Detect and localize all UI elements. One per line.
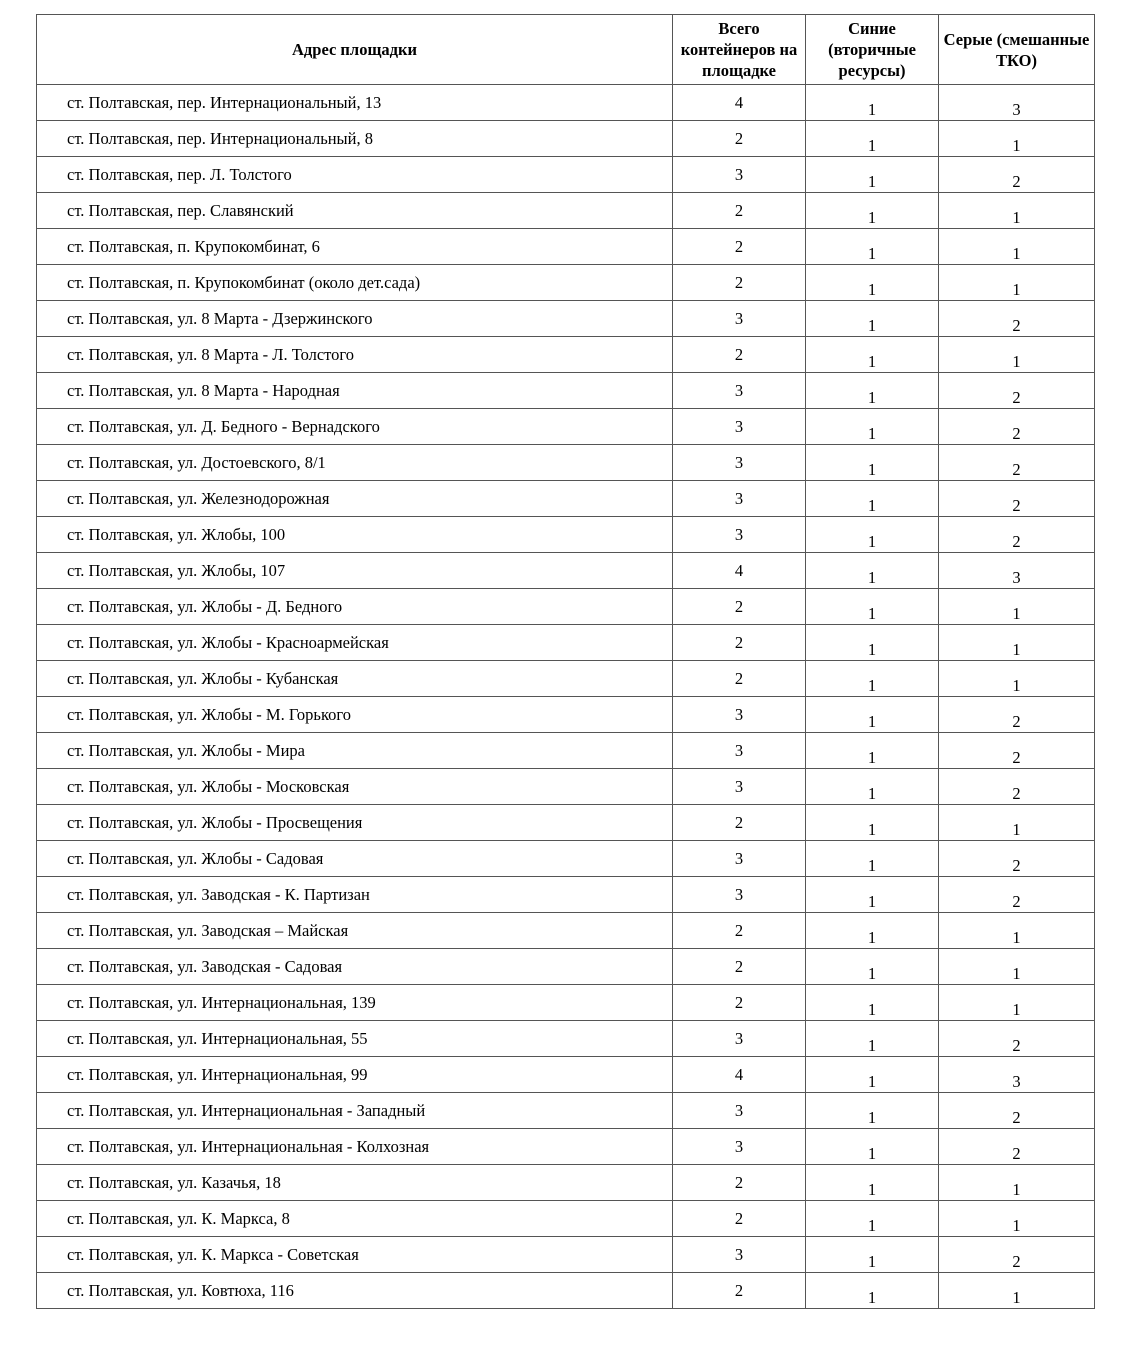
cell-grey: 2	[939, 697, 1095, 733]
cell-grey: 2	[939, 445, 1095, 481]
cell-blue: 1	[806, 229, 939, 265]
cell-blue: 1	[806, 121, 939, 157]
cell-blue: 1	[806, 913, 939, 949]
cell-address: ст. Полтавская, ул. Д. Бедного - Вернадского	[37, 409, 673, 445]
table-row	[37, 841, 1095, 877]
cell-blue: 1	[806, 301, 939, 337]
cell-total: 4	[673, 85, 806, 121]
table-row	[37, 229, 1095, 265]
cell-blue: 1	[806, 337, 939, 373]
cell-total: 2	[673, 913, 806, 949]
cell-address: ст. Полтавская, ул. 8 Марта - Народная	[37, 373, 673, 409]
cell-address: ст. Полтавская, ул. Жлобы - Просвещения	[37, 805, 673, 841]
cell-blue: 1	[806, 1165, 939, 1201]
cell-address: ст. Полтавская, ул. Железнодорожная	[37, 481, 673, 517]
table-row	[37, 1057, 1095, 1093]
cell-blue: 1	[806, 1057, 939, 1093]
cell-grey: 1	[939, 985, 1095, 1021]
cell-total: 2	[673, 193, 806, 229]
container-sites-table	[36, 14, 1095, 1309]
cell-total: 3	[673, 877, 806, 913]
cell-total: 3	[673, 301, 806, 337]
table-row	[37, 85, 1095, 121]
cell-grey: 1	[939, 661, 1095, 697]
cell-grey: 2	[939, 517, 1095, 553]
cell-blue: 1	[806, 1273, 939, 1309]
cell-grey: 1	[939, 625, 1095, 661]
cell-blue: 1	[806, 841, 939, 877]
cell-grey: 1	[939, 193, 1095, 229]
table-row	[37, 1273, 1095, 1309]
header-total: Всего контейнеров на площадке	[673, 15, 806, 85]
cell-blue: 1	[806, 589, 939, 625]
cell-address: ст. Полтавская, ул. Жлобы - Московская	[37, 769, 673, 805]
cell-blue: 1	[806, 733, 939, 769]
cell-total: 2	[673, 1165, 806, 1201]
table-header-row	[37, 15, 1095, 85]
cell-total: 2	[673, 661, 806, 697]
cell-total: 2	[673, 337, 806, 373]
cell-grey: 3	[939, 85, 1095, 121]
cell-total: 3	[673, 481, 806, 517]
cell-total: 3	[673, 697, 806, 733]
table-row	[37, 805, 1095, 841]
cell-blue: 1	[806, 1129, 939, 1165]
table-row	[37, 877, 1095, 913]
cell-blue: 1	[806, 1021, 939, 1057]
table-row	[37, 265, 1095, 301]
cell-address: ст. Полтавская, ул. Жлобы - Садовая	[37, 841, 673, 877]
cell-blue: 1	[806, 265, 939, 301]
cell-total: 2	[673, 589, 806, 625]
cell-address: ст. Полтавская, ул. Жлобы - Красноармейская	[37, 625, 673, 661]
cell-grey: 2	[939, 877, 1095, 913]
cell-total: 2	[673, 1273, 806, 1309]
table-row	[37, 913, 1095, 949]
cell-total: 2	[673, 121, 806, 157]
cell-grey: 1	[939, 265, 1095, 301]
cell-total: 2	[673, 1201, 806, 1237]
cell-total: 2	[673, 229, 806, 265]
cell-address: ст. Полтавская, пер. Интернациональный, 8	[37, 121, 673, 157]
table-row	[37, 625, 1095, 661]
cell-grey: 1	[939, 1273, 1095, 1309]
cell-grey: 2	[939, 733, 1095, 769]
cell-address: ст. Полтавская, ул. Интернациональная, 139	[37, 985, 673, 1021]
cell-grey: 1	[939, 1201, 1095, 1237]
header-address: Адрес площадки	[37, 15, 673, 85]
cell-address: ст. Полтавская, ул. Заводская - К. Партизан	[37, 877, 673, 913]
table-row	[37, 985, 1095, 1021]
cell-address: ст. Полтавская, ул. Жлобы - Д. Бедного	[37, 589, 673, 625]
cell-address: ст. Полтавская, п. Крупокомбинат (около дет.сада)	[37, 265, 673, 301]
cell-grey: 1	[939, 949, 1095, 985]
cell-grey: 2	[939, 373, 1095, 409]
cell-address: ст. Полтавская, ул. Интернациональная, 99	[37, 1057, 673, 1093]
cell-blue: 1	[806, 949, 939, 985]
cell-address: ст. Полтавская, ул. Заводская - Садовая	[37, 949, 673, 985]
cell-total: 3	[673, 517, 806, 553]
cell-total: 3	[673, 841, 806, 877]
table-row	[37, 157, 1095, 193]
table-row	[37, 1021, 1095, 1057]
cell-total: 3	[673, 733, 806, 769]
table-row	[37, 697, 1095, 733]
cell-total: 2	[673, 985, 806, 1021]
cell-blue: 1	[806, 193, 939, 229]
cell-grey: 2	[939, 301, 1095, 337]
cell-blue: 1	[806, 661, 939, 697]
table-row	[37, 193, 1095, 229]
cell-grey: 2	[939, 1093, 1095, 1129]
cell-blue: 1	[806, 985, 939, 1021]
cell-blue: 1	[806, 877, 939, 913]
cell-grey: 2	[939, 1237, 1095, 1273]
table-row	[37, 1129, 1095, 1165]
cell-address: ст. Полтавская, ул. Жлобы - Мира	[37, 733, 673, 769]
cell-blue: 1	[806, 1201, 939, 1237]
table-row	[37, 733, 1095, 769]
table-row	[37, 1093, 1095, 1129]
cell-blue: 1	[806, 373, 939, 409]
table-row	[37, 373, 1095, 409]
cell-grey: 2	[939, 1021, 1095, 1057]
cell-address: ст. Полтавская, ул. Жлобы, 100	[37, 517, 673, 553]
cell-total: 3	[673, 1237, 806, 1273]
cell-grey: 3	[939, 553, 1095, 589]
cell-address: ст. Полтавская, ул. 8 Марта - Дзержинского	[37, 301, 673, 337]
cell-total: 2	[673, 265, 806, 301]
cell-blue: 1	[806, 1093, 939, 1129]
cell-grey: 1	[939, 337, 1095, 373]
cell-address: ст. Полтавская, ул. Жлобы - М. Горького	[37, 697, 673, 733]
table-row	[37, 661, 1095, 697]
cell-total: 4	[673, 553, 806, 589]
cell-total: 3	[673, 445, 806, 481]
cell-total: 3	[673, 1129, 806, 1165]
cell-address: ст. Полтавская, пер. Славянский	[37, 193, 673, 229]
cell-total: 3	[673, 769, 806, 805]
table-row	[37, 949, 1095, 985]
cell-total: 4	[673, 1057, 806, 1093]
table-row	[37, 301, 1095, 337]
cell-address: ст. Полтавская, ул. Интернациональная, 55	[37, 1021, 673, 1057]
cell-grey: 1	[939, 913, 1095, 949]
cell-blue: 1	[806, 517, 939, 553]
cell-blue: 1	[806, 1237, 939, 1273]
table-row	[37, 589, 1095, 625]
table-row	[37, 337, 1095, 373]
cell-blue: 1	[806, 85, 939, 121]
table-row	[37, 445, 1095, 481]
table-row	[37, 517, 1095, 553]
cell-address: ст. Полтавская, ул. Ковтюха, 116	[37, 1273, 673, 1309]
cell-address: ст. Полтавская, п. Крупокомбинат, 6	[37, 229, 673, 265]
cell-blue: 1	[806, 445, 939, 481]
table-row	[37, 1237, 1095, 1273]
table-row	[37, 121, 1095, 157]
cell-blue: 1	[806, 625, 939, 661]
cell-address: ст. Полтавская, ул. К. Маркса, 8	[37, 1201, 673, 1237]
cell-blue: 1	[806, 409, 939, 445]
table-row	[37, 1165, 1095, 1201]
cell-address: ст. Полтавская, ул. Заводская – Майская	[37, 913, 673, 949]
header-blue: Синие (вторичные ресурсы)	[806, 15, 939, 85]
cell-grey: 3	[939, 1057, 1095, 1093]
cell-grey: 2	[939, 769, 1095, 805]
cell-blue: 1	[806, 553, 939, 589]
table-row	[37, 1201, 1095, 1237]
cell-total: 3	[673, 157, 806, 193]
cell-address: ст. Полтавская, ул. Казачья, 18	[37, 1165, 673, 1201]
cell-grey: 1	[939, 805, 1095, 841]
cell-grey: 2	[939, 481, 1095, 517]
table-row	[37, 553, 1095, 589]
cell-address: ст. Полтавская, ул. Жлобы, 107	[37, 553, 673, 589]
header-grey: Серые (смешанные ТКО)	[939, 15, 1095, 85]
cell-grey: 1	[939, 1165, 1095, 1201]
table-row	[37, 481, 1095, 517]
cell-blue: 1	[806, 697, 939, 733]
cell-address: ст. Полтавская, ул. Интернациональная - Колхозная	[37, 1129, 673, 1165]
cell-grey: 2	[939, 409, 1095, 445]
cell-blue: 1	[806, 157, 939, 193]
cell-total: 3	[673, 373, 806, 409]
cell-grey: 1	[939, 229, 1095, 265]
cell-blue: 1	[806, 769, 939, 805]
cell-total: 2	[673, 949, 806, 985]
cell-grey: 1	[939, 589, 1095, 625]
cell-total: 2	[673, 625, 806, 661]
cell-blue: 1	[806, 805, 939, 841]
cell-grey: 2	[939, 157, 1095, 193]
cell-address: ст. Полтавская, ул. Жлобы - Кубанская	[37, 661, 673, 697]
cell-address: ст. Полтавская, ул. К. Маркса - Советская	[37, 1237, 673, 1273]
cell-total: 3	[673, 1021, 806, 1057]
cell-address: ст. Полтавская, пер. Интернациональный, 13	[37, 85, 673, 121]
table-row	[37, 769, 1095, 805]
cell-grey: 1	[939, 121, 1095, 157]
cell-address: ст. Полтавская, ул. Интернациональная - Западный	[37, 1093, 673, 1129]
table-row	[37, 409, 1095, 445]
cell-address: ст. Полтавская, ул. Достоевского, 8/1	[37, 445, 673, 481]
cell-total: 2	[673, 805, 806, 841]
cell-address: ст. Полтавская, пер. Л. Толстого	[37, 157, 673, 193]
cell-total: 3	[673, 409, 806, 445]
cell-total: 3	[673, 1093, 806, 1129]
cell-address: ст. Полтавская, ул. 8 Марта - Л. Толстого	[37, 337, 673, 373]
cell-grey: 2	[939, 841, 1095, 877]
cell-blue: 1	[806, 481, 939, 517]
cell-grey: 2	[939, 1129, 1095, 1165]
